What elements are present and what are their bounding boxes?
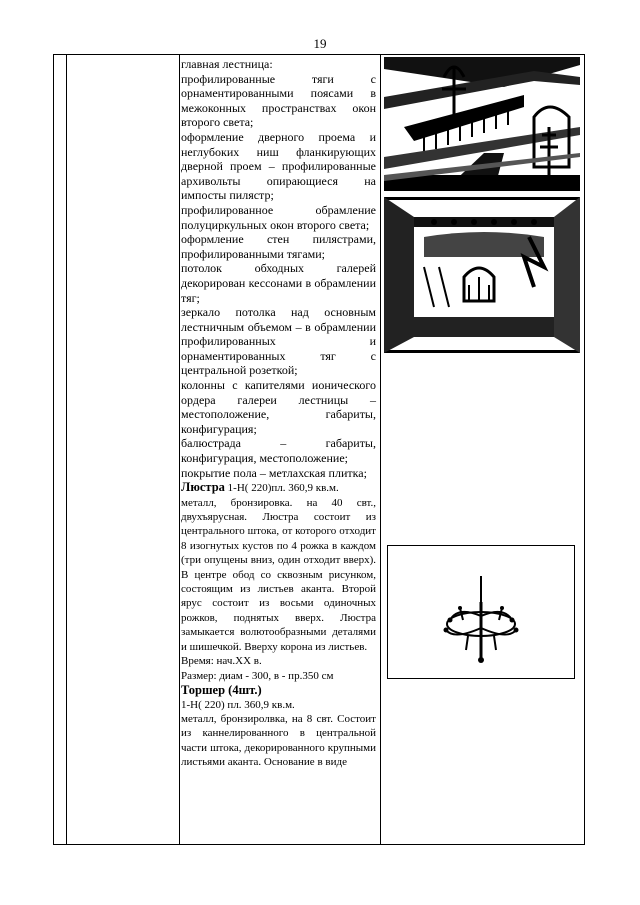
- chandelier-photo: [387, 545, 575, 679]
- torchere-description: металл, бронзиролвка, на 8 свт. Состоит из каннелированного в центральной части штока, декорированного крупными листьями аканта. Основание в виде: [181, 712, 376, 769]
- torchere-name: Торшер (4шт.): [181, 682, 262, 697]
- document-table: [53, 54, 585, 845]
- ceiling-image: [384, 197, 580, 353]
- table-divider: [66, 55, 67, 844]
- stair-item: покрытие пола – метлахская плитка;: [181, 465, 367, 480]
- ceiling-photo: [384, 197, 580, 353]
- staircase-image: [384, 57, 580, 191]
- stair-item: потолок обходных галерей декорирован кессонами в обрамлении тяг;: [181, 261, 376, 305]
- table-divider: [380, 55, 381, 844]
- chandelier-heading: [181, 480, 376, 495]
- chandelier-size: Размер: диам - 300, в - пр.350 см: [181, 669, 334, 682]
- chandelier-location: 1-Н( 220)пл. 360,9 кв.м.: [224, 482, 339, 495]
- stair-item: колонны с капителями ионического ордера галереи лестницы – местоположение, габариты, конфигурация;: [181, 378, 376, 436]
- torchere-heading: [181, 683, 376, 698]
- stair-item: главная лестница:: [181, 57, 273, 71]
- stair-item: оформление стен пилястрами, профилированными тягами;: [181, 232, 376, 261]
- stair-item: профилированные тяги с орнаментированными поясами в межоконных пространствах окон второго света;: [181, 71, 376, 130]
- stair-item: зеркало потолка над основным лестничным объемом – в обрамлении профилированных и орнаментированных тяг с центральной розеткой;: [181, 305, 376, 378]
- chandelier-time: Время: нач.XX в.: [181, 655, 262, 668]
- stair-item: балюстрада – габариты, конфигурация, местоположение;: [181, 436, 376, 466]
- page-number: 19: [313, 36, 327, 51]
- stair-item: профилированное обрамление полуциркульных окон второго света;: [181, 202, 376, 232]
- description-column: [181, 57, 376, 770]
- stair-item: оформление дверного проема и неглубоких ниш фланкирующих дверной проем – профилированные архивольты опирающиеся на импосты пилястр;: [181, 129, 376, 203]
- staircase-photo: [384, 57, 580, 191]
- chandelier-description: металл, бронзировка. на 40 свт., двухъярусная. Люстра состоит из центрального штока, от которого отходит 8 изогнутых кустов по 4 рожка в каждом (три опущены вниз, один отходит вверх). В центре обод со сквозным рисунком, состоящим из листьев аканта. Второй ярус состоит из восьми одиночных рожков, поднятых вверх. Люстра замыкается волютообразными деталями и шишечкой. Вверху корона из листьев.: [181, 496, 376, 653]
- chandelier-image: [388, 546, 574, 678]
- torchere-location: 1-Н( 220) пл. 360,9 кв.м.: [181, 698, 295, 711]
- chandelier-name: Люстра: [181, 480, 225, 495]
- table-divider: [179, 55, 180, 844]
